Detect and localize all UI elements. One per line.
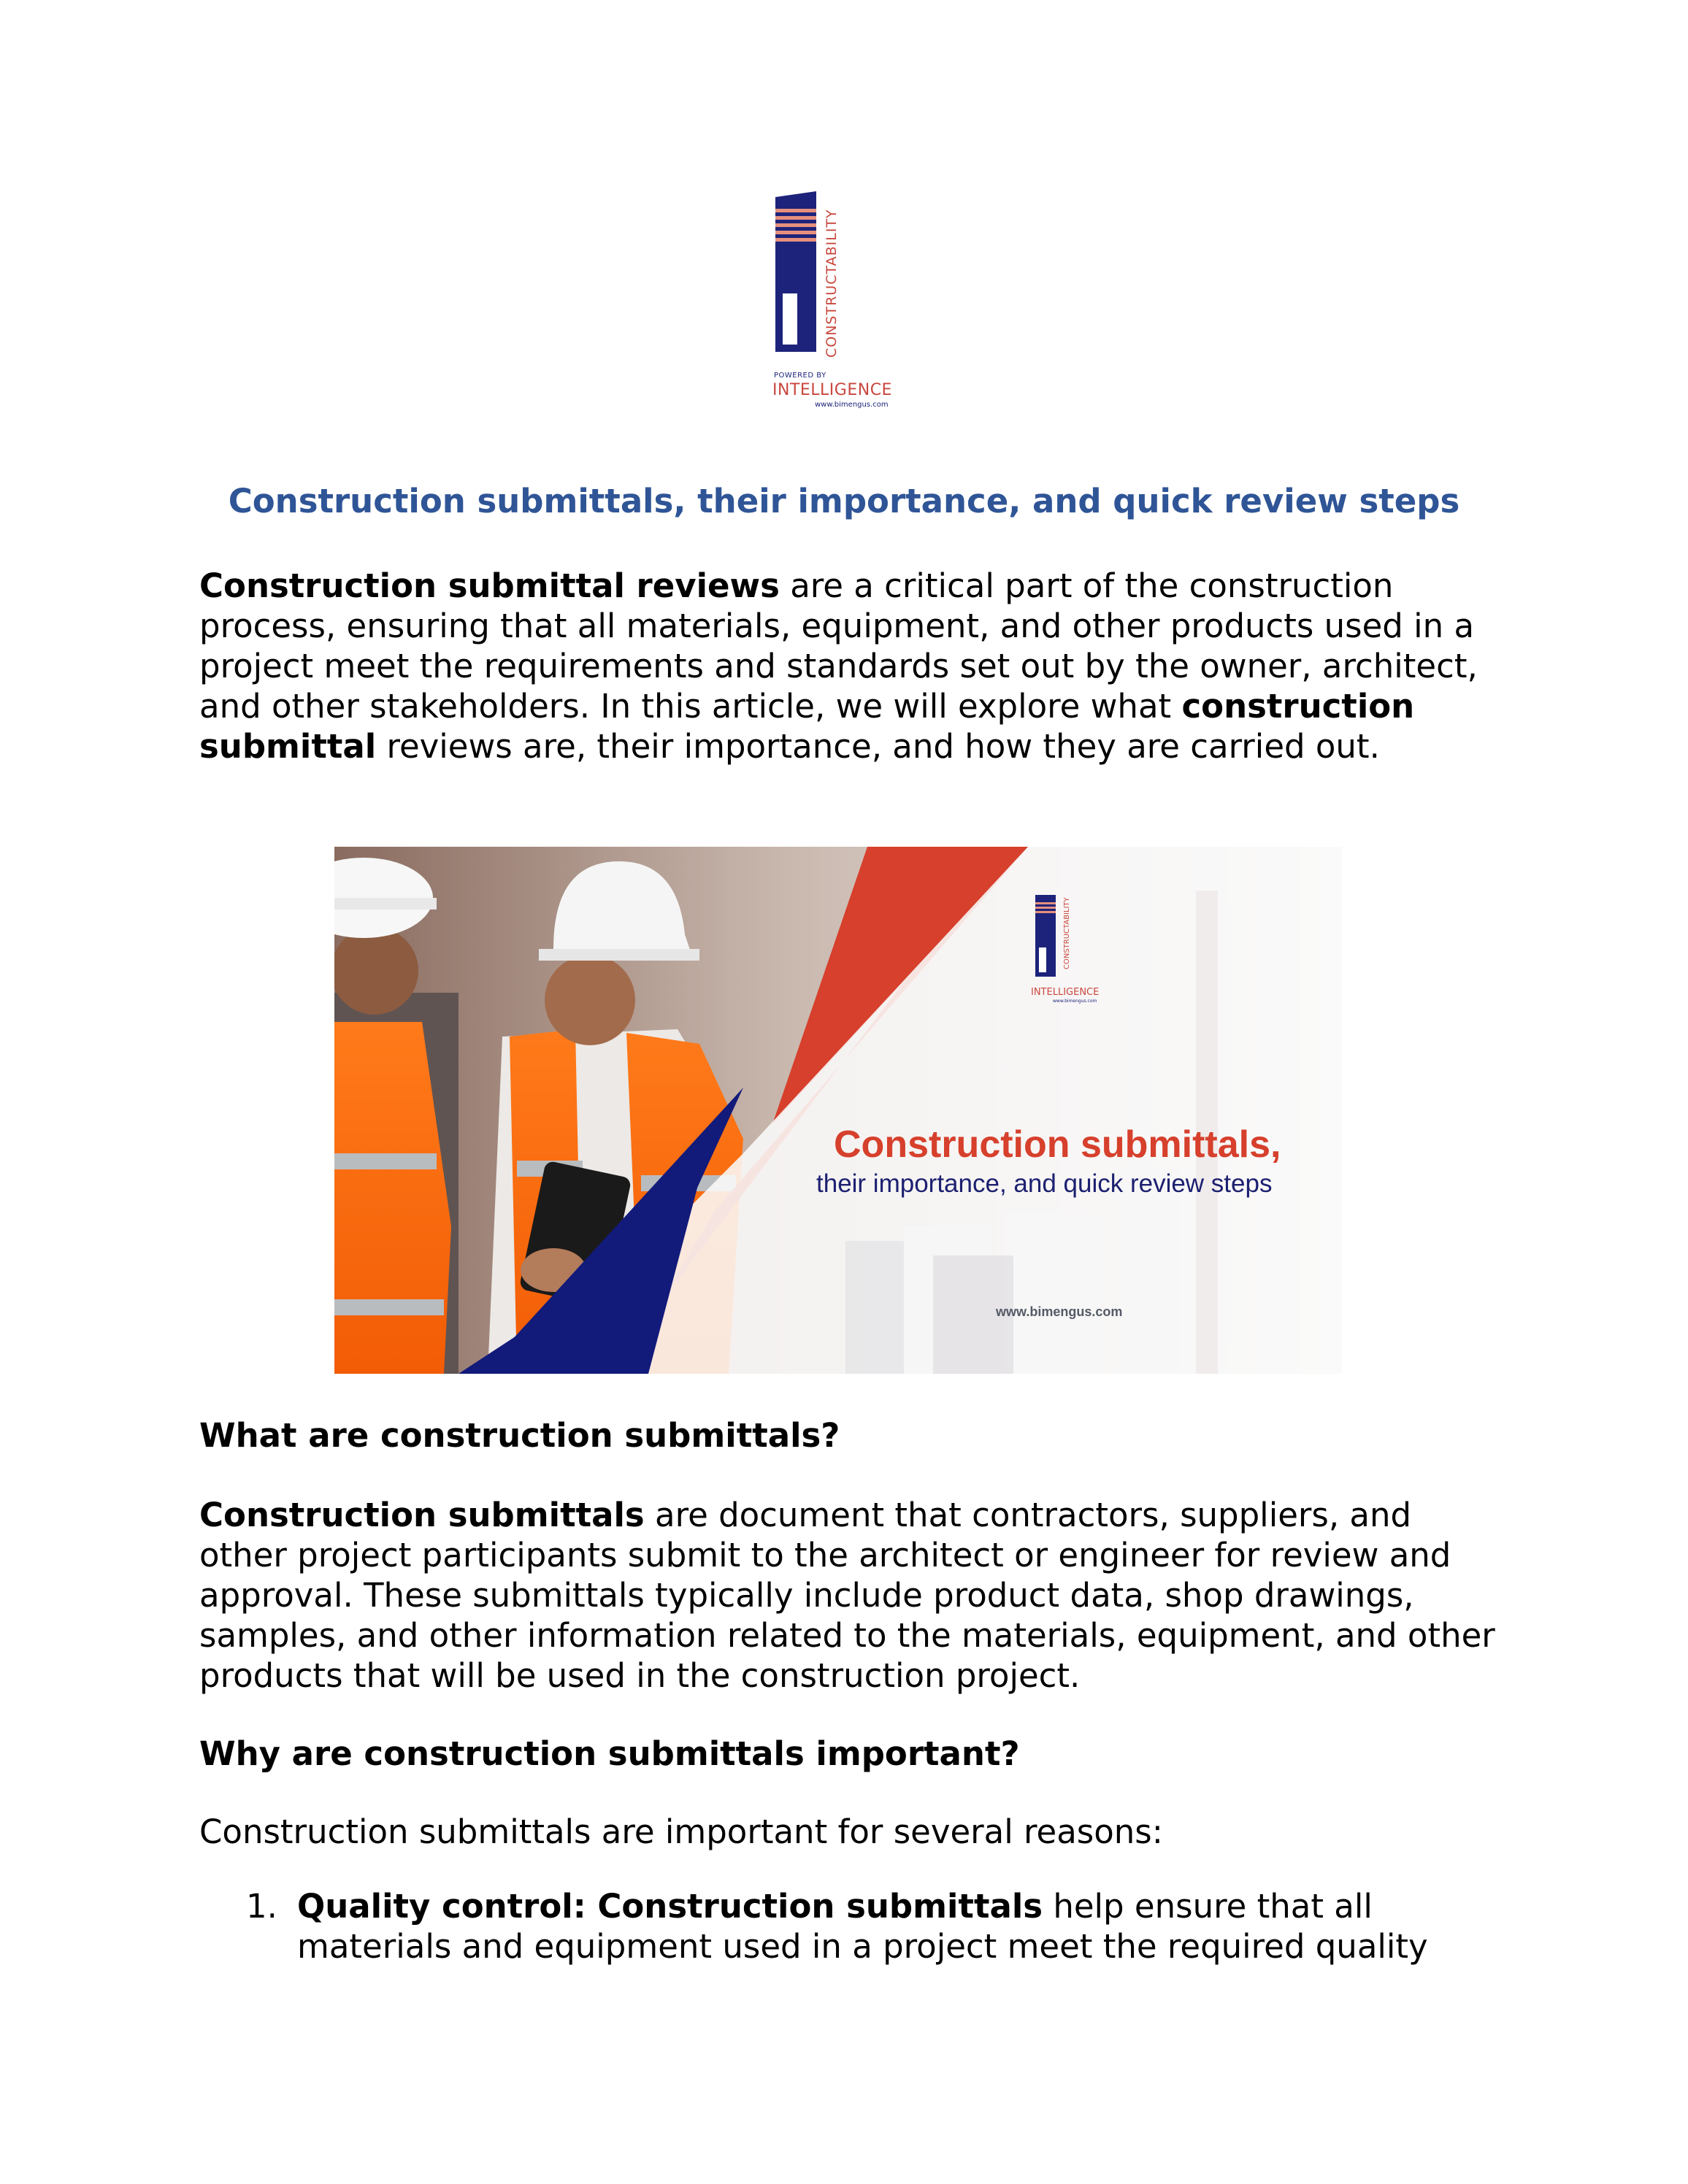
list-item-text: help ensure that all materials and equipment used in a project meet the required quality	[297, 1887, 1428, 1966]
list-item-bold: Quality control: Construction submittals	[297, 1887, 1043, 1926]
logo-vertical-text: CONSTRUCTABILITY	[824, 209, 840, 358]
banner-subtitle: their importance, and quick review steps	[816, 1169, 1273, 1198]
banner-url: www.bimengus.com	[996, 1304, 1123, 1319]
intro-bold-1: Construction submittal reviews	[199, 566, 780, 605]
section2-lead: Construction submittals are important for several reasons:	[199, 1812, 1163, 1851]
intro-text-1: are a critical part of the construction process, ensuring that all materials, equipment, and other products used in a project meet the requirements and standards set out by the owner, architect, and other stakeholders. In this article, we will explore what	[199, 566, 1478, 726]
list-item-body	[297, 1886, 1499, 1966]
intro-bold-2: construction submittal	[199, 687, 1415, 766]
banner-logo-url: www.bimengus.com	[1053, 999, 1097, 1004]
list-item	[199, 1886, 1499, 1966]
banner-image	[334, 847, 1342, 1374]
banner-graphic	[334, 847, 1342, 1374]
banner-logo-brand: INTELLIGENCE	[1031, 987, 1100, 998]
section-heading-what: What are construction submittals?	[199, 1416, 840, 1455]
reasons-list	[199, 1886, 1499, 1966]
list-item-number: 1.	[246, 1887, 277, 1926]
constructability-logo	[772, 191, 911, 418]
intro-paragraph	[199, 566, 1499, 766]
intro-text-2: reviews are, their importance, and how they are carried out.	[376, 727, 1380, 766]
banner-title: Construction submittals,	[834, 1123, 1281, 1166]
logo-url: www.bimengus.com	[815, 401, 889, 409]
section-heading-why: Why are construction submittals important?	[199, 1734, 1020, 1773]
section1-text: are document that contractors, suppliers, and other project participants submit to the architect or engineer for review and approval. These submittals typically include product data, shop drawings, samples, and other information related to the materials, equipment, and other products that will be used in the construction project.	[199, 1496, 1495, 1695]
logo-powered-by: POWERED BY	[774, 372, 826, 380]
section1-paragraph	[199, 1495, 1499, 1696]
section1-bold: Construction submittals	[199, 1496, 645, 1534]
document-title: Construction submittals, their importance, and quick review steps	[228, 482, 1460, 520]
building-logo-icon	[772, 191, 831, 359]
logo-brand: INTELLIGENCE	[772, 381, 892, 399]
banner-logo-vertical: CONSTRUCTABILITY	[1063, 897, 1071, 969]
